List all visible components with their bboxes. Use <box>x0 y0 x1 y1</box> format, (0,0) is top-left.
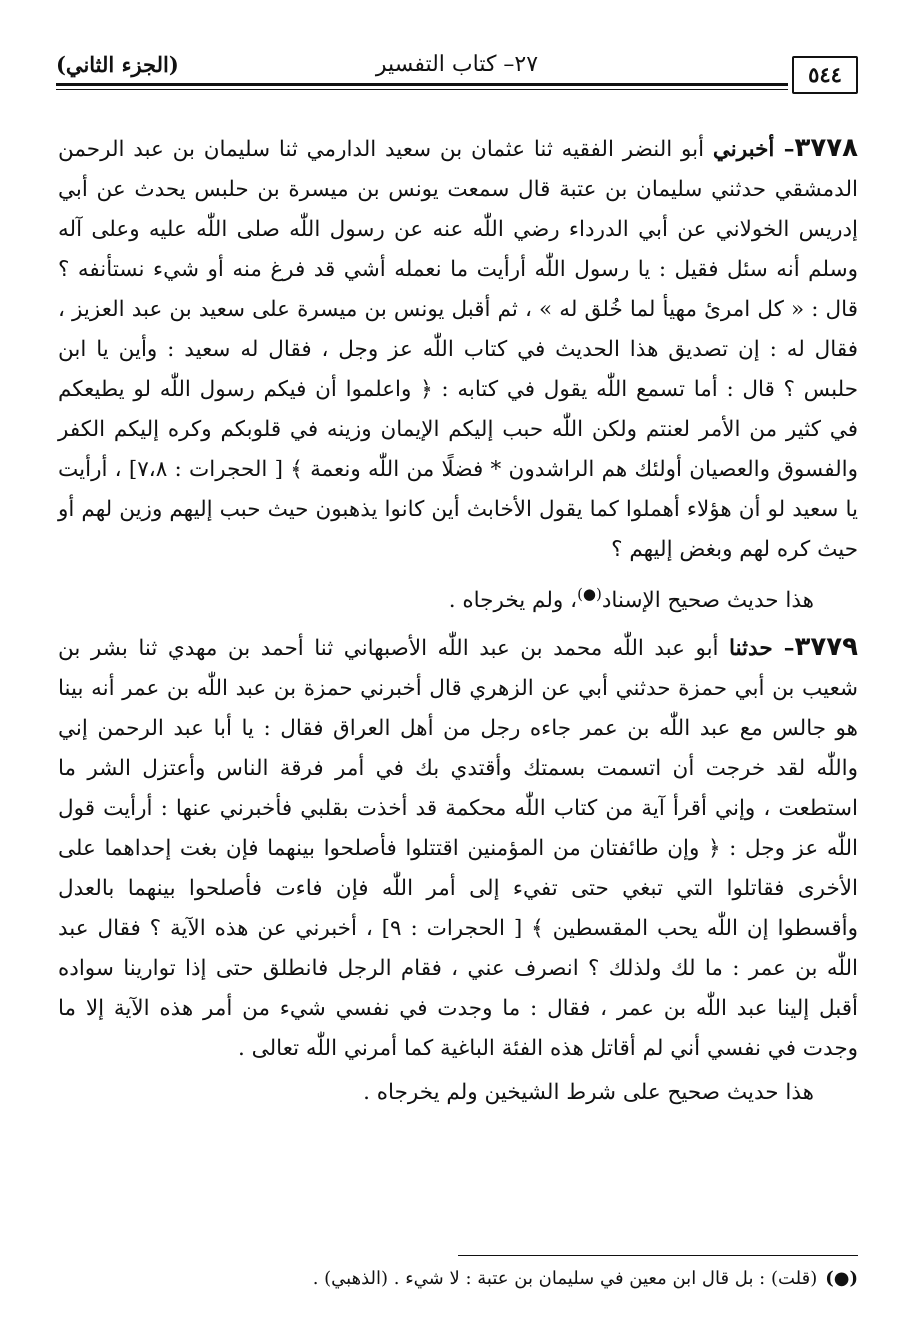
verdict-text: هذا حديث صحيح على شرط الشيخين ولم يخرجاه . <box>363 1080 814 1106</box>
hadith-text: أبو عبد اللّٰه محمد بن عبد اللّٰه الأصبهاني ثنا أحمد بن مهدي ثنا بشر بن شعيب بن أبي حمزة حدثني أبي عن الزهري قال أخبرني حمزة بن عبد اللّٰه بن عمر أنه بينا هو جالس مع عبد اللّٰه بن عمر جاءه رجل من أهل العراق فقال : يا أبا عبد الرحمن إني واللّٰه لقد خرجت أن اتسمت بسمتك وأقتدي بك في أمر فرقة الناس وأعتزل الشر ما استطعت ، وإني أقرأ آية من كتاب اللّٰه محكمة قد أخذت بقلبي فأخبرني عنها : أرأيت قول اللّٰه عز وجل : ﴿ وإن طائفتان من المؤمنين اقتتلوا فأصلحوا بينهما فإن بغت إحداهما على الأخرى فقاتلوا التي تبغي حتى تفيء إلى أمر اللّٰه فإن فاءت فأصلحوا بينهما بالعدل وأقسطوا إن اللّٰه يحب المقسطين ﴾ [ الحجرات : ٩] ، أخبرني عن هذه الآية ؟ فقال عبد اللّٰه بن عمر : ما لك ولذلك ؟ انصرف عني ، فقام الرجل فانطلق حتى إذا توارينا سواده أقبل إلينا عبد اللّٰه بن عمر ، فقال : ما وجدت في نفسي شيء من أمر هذه الآية إلا ما وجدت في نفسي أني لم أقاتل هذه الفئة الباغية كما أمرني اللّٰه تعالى . <box>58 636 859 1062</box>
hadith-text: أبو النضر الفقيه ثنا عثمان بن سعيد الدارمي ثنا سليمان بن عبد الرحمن الدمشقي حدثني سليمان بن عتبة قال سمعت يونس بن ميسرة بن حلبس يحدث عن أبي إدريس الخولاني عن أبي الدرداء رضي اللّٰه عنه عن رسول اللّٰه صلى اللّٰه عليه وعلى آله وسلم أنه سئل فقيل : يا رسول اللّٰه أرأيت ما نعمله أشي قد فرغ منه أو شيء نستأنفه ؟ قال : « كل امرئ مهيأ لما خُلق له » ، ثم أقبل يونس بن ميسرة على سعيد بن عبد العزيز ، فقال له : إن تصديق هذا الحديث في كتاب اللّٰه عز وجل ، فقال له سعيد : وأين يا ابن حلبس ؟ قال : أما تسمع اللّٰه يقول في كتابه : ﴿ واعلموا أن فيكم رسول اللّٰه لو يطيعكم في كثير من الأمر لعنتم ولكن اللّٰه حبب إليكم الإيمان وزينه في قلوبكم وكره إليكم الكفر والفسوق والعصيان أولئك هم الراشدون * فضلًا من اللّٰه ونعمة ﴾ [ الحجرات : ٧،٨] ، أرأيت يا سعيد لو أن هؤلاء أهملوا كما يقول الأخابث أين كانوا يذهبون حيث حبب إليهم وزين لهم أو حيث كره لهم وبغض إليهم ؟ <box>58 137 859 562</box>
verdict-tail: ، ولم يخرجاه . <box>448 588 578 614</box>
page-body <box>58 128 858 1119</box>
narration-lead: – أخبرني <box>712 137 795 162</box>
footnote-separator <box>458 1255 858 1256</box>
footnote-reference: (●) <box>577 585 602 603</box>
part-label: (الجزء الثاني) <box>56 52 179 77</box>
header-rule-thin <box>56 89 788 90</box>
page-number: ٥٤٤ <box>792 56 858 94</box>
page-header <box>56 50 858 94</box>
footnote-text: (قلت) : بل قال ابن معين في سليمان بن عتبة : لا شيء . (الذهبي) . <box>312 1268 818 1289</box>
hadith-3779 <box>58 627 858 1069</box>
running-title: ٢٧– كتاب التفسير <box>375 52 539 77</box>
hadith-3778 <box>58 128 858 570</box>
footnote <box>58 1262 858 1296</box>
hadith-number: ٣٧٧٩ <box>794 632 858 663</box>
hadith-number: ٣٧٧٨ <box>794 133 858 163</box>
verdict-text: هذا حديث صحيح الإسناد <box>601 588 814 614</box>
footnote-marker: (●) <box>825 1268 858 1289</box>
hadith-verdict <box>58 574 858 621</box>
hadith-verdict <box>58 1073 858 1113</box>
header-rule-thick <box>56 83 788 86</box>
narration-lead: – حدثنا <box>729 636 795 662</box>
